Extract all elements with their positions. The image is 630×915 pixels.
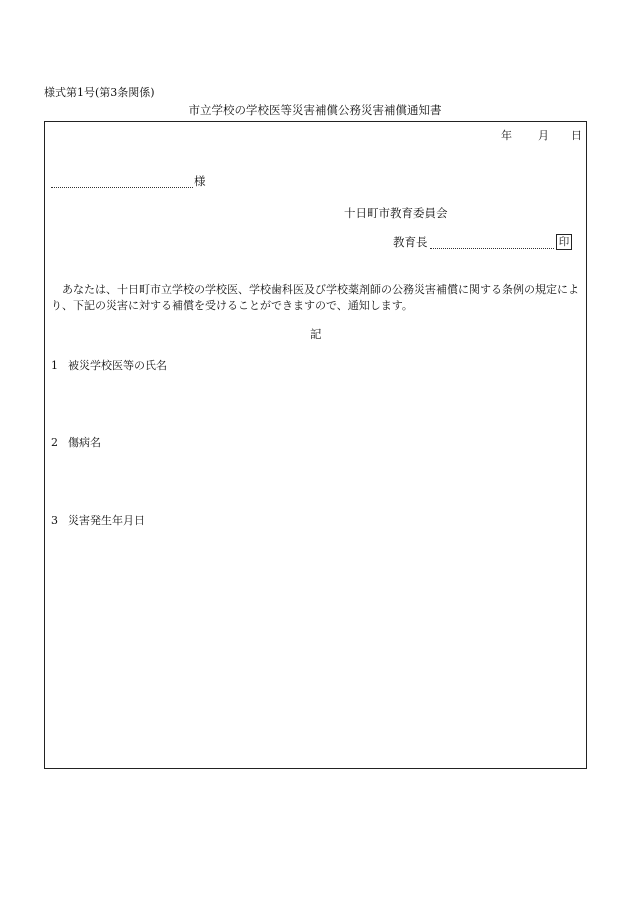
form-frame bbox=[44, 121, 587, 769]
item-number: 1 bbox=[51, 359, 58, 372]
form-number: 様式第1号(第3条関係) bbox=[44, 86, 155, 99]
issuer-name-field[interactable] bbox=[430, 237, 554, 249]
addressee-name-field[interactable] bbox=[51, 176, 193, 188]
document-title: 市立学校の学校医等災害補償公務災害補償通知書 bbox=[188, 103, 442, 117]
seal-mark: 印 bbox=[556, 234, 572, 250]
notification-body: あなたは、十日町市立学校の学校医、学校歯科医及び学校薬剤師の公務災害補償に関する条例の規定により、下記の災害に対する補償を受けることができますので、通知します。 bbox=[51, 283, 579, 312]
item-label-victim-name: 被災学校医等の氏名 bbox=[68, 359, 167, 372]
date-day-label: 日 bbox=[571, 129, 582, 142]
date-month-label: 月 bbox=[538, 129, 549, 142]
ki-heading: 記 bbox=[310, 327, 322, 341]
issuer-organization: 十日町市教育委員会 bbox=[344, 206, 448, 220]
addressee-honorific: 様 bbox=[194, 174, 206, 188]
item-label-injury-name: 傷病名 bbox=[68, 436, 101, 449]
date-year-label: 年 bbox=[501, 129, 512, 142]
item-number: 2 bbox=[51, 436, 58, 449]
issuer-title: 教育長 bbox=[393, 235, 428, 249]
item-label-incident-date: 災害発生年月日 bbox=[68, 514, 145, 527]
item-number: 3 bbox=[51, 514, 58, 527]
